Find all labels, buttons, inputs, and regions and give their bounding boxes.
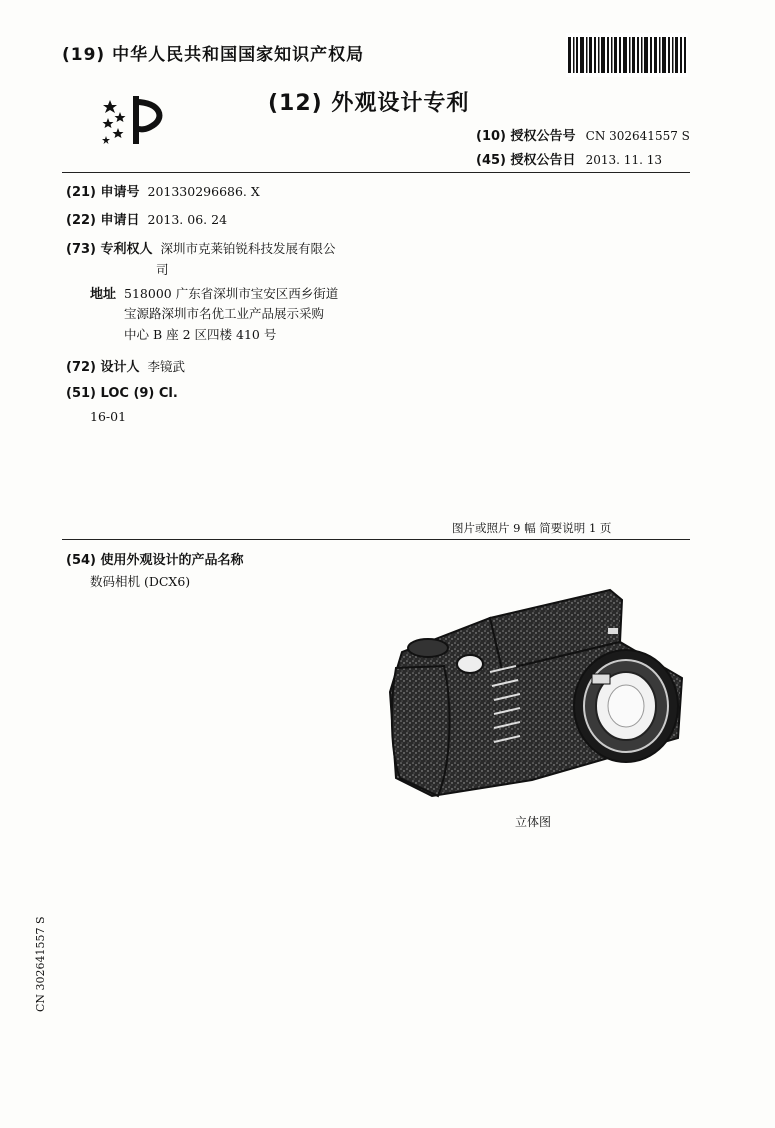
address-value-line2: 宝源路深圳市名优工业产品展示采购 <box>124 306 325 321</box>
publication-date-value: 2013. 11. 13 <box>585 153 662 167</box>
application-number-label: (21) 申请号 <box>66 185 140 200</box>
loc-label: (51) LOC (9) Cl. <box>66 386 178 401</box>
designer-label: (72) 设计人 <box>66 360 140 375</box>
patentee-label: (73) 专利权人 <box>66 242 153 257</box>
loc-value: 16-01 <box>90 409 127 424</box>
figure-caption: 立体图 <box>515 815 552 829</box>
designer <box>66 356 185 375</box>
application-number-value: 201330296686. X <box>147 184 260 199</box>
publication-date-label: (45) 授权公告日 <box>476 153 576 168</box>
address-value: 518000 广东省深圳市宝安区西乡街道 <box>124 286 339 301</box>
application-date-label: (22) 申请日 <box>66 213 140 228</box>
publication-number-value: CN 302641557 S <box>585 129 690 143</box>
summary-divider <box>62 539 690 540</box>
product-name-label <box>66 549 244 568</box>
cnipa-logo <box>100 92 172 148</box>
application-number <box>66 181 260 200</box>
side-publication-code: CN 302641557 S <box>34 916 47 1012</box>
address-label: 地址 <box>90 287 117 302</box>
document-type: (12) 外观设计专利 <box>268 91 470 116</box>
header-divider <box>62 172 690 173</box>
publication-date-row <box>476 149 662 168</box>
loc-classification <box>66 386 178 401</box>
publication-number-label: (10) 授权公告号 <box>476 129 576 144</box>
product-name-value: 数码相机 (DCX6) <box>90 574 191 589</box>
product-name-label-text: (54) 使用外观设计的产品名称 <box>66 553 244 568</box>
patentee <box>66 238 336 257</box>
address-value-line3: 中心 B 座 2 区四楼 410 号 <box>124 327 277 342</box>
address <box>90 283 338 302</box>
barcode <box>566 33 688 77</box>
office-name: (19) 中华人民共和国国家知识产权局 <box>62 45 365 65</box>
designer-value: 李镜武 <box>147 359 186 374</box>
publication-number-row <box>476 125 690 144</box>
patentee-value: 深圳市克莱铂锐科技发展有限公 <box>160 241 336 256</box>
application-date <box>66 209 227 228</box>
patentee-value-continued: 司 <box>156 262 169 277</box>
application-date-value: 2013. 06. 24 <box>147 212 228 227</box>
camera-perspective-image <box>382 582 694 804</box>
figure-count-summary: 图片或照片 9 幅 简要说明 1 页 <box>452 521 612 535</box>
